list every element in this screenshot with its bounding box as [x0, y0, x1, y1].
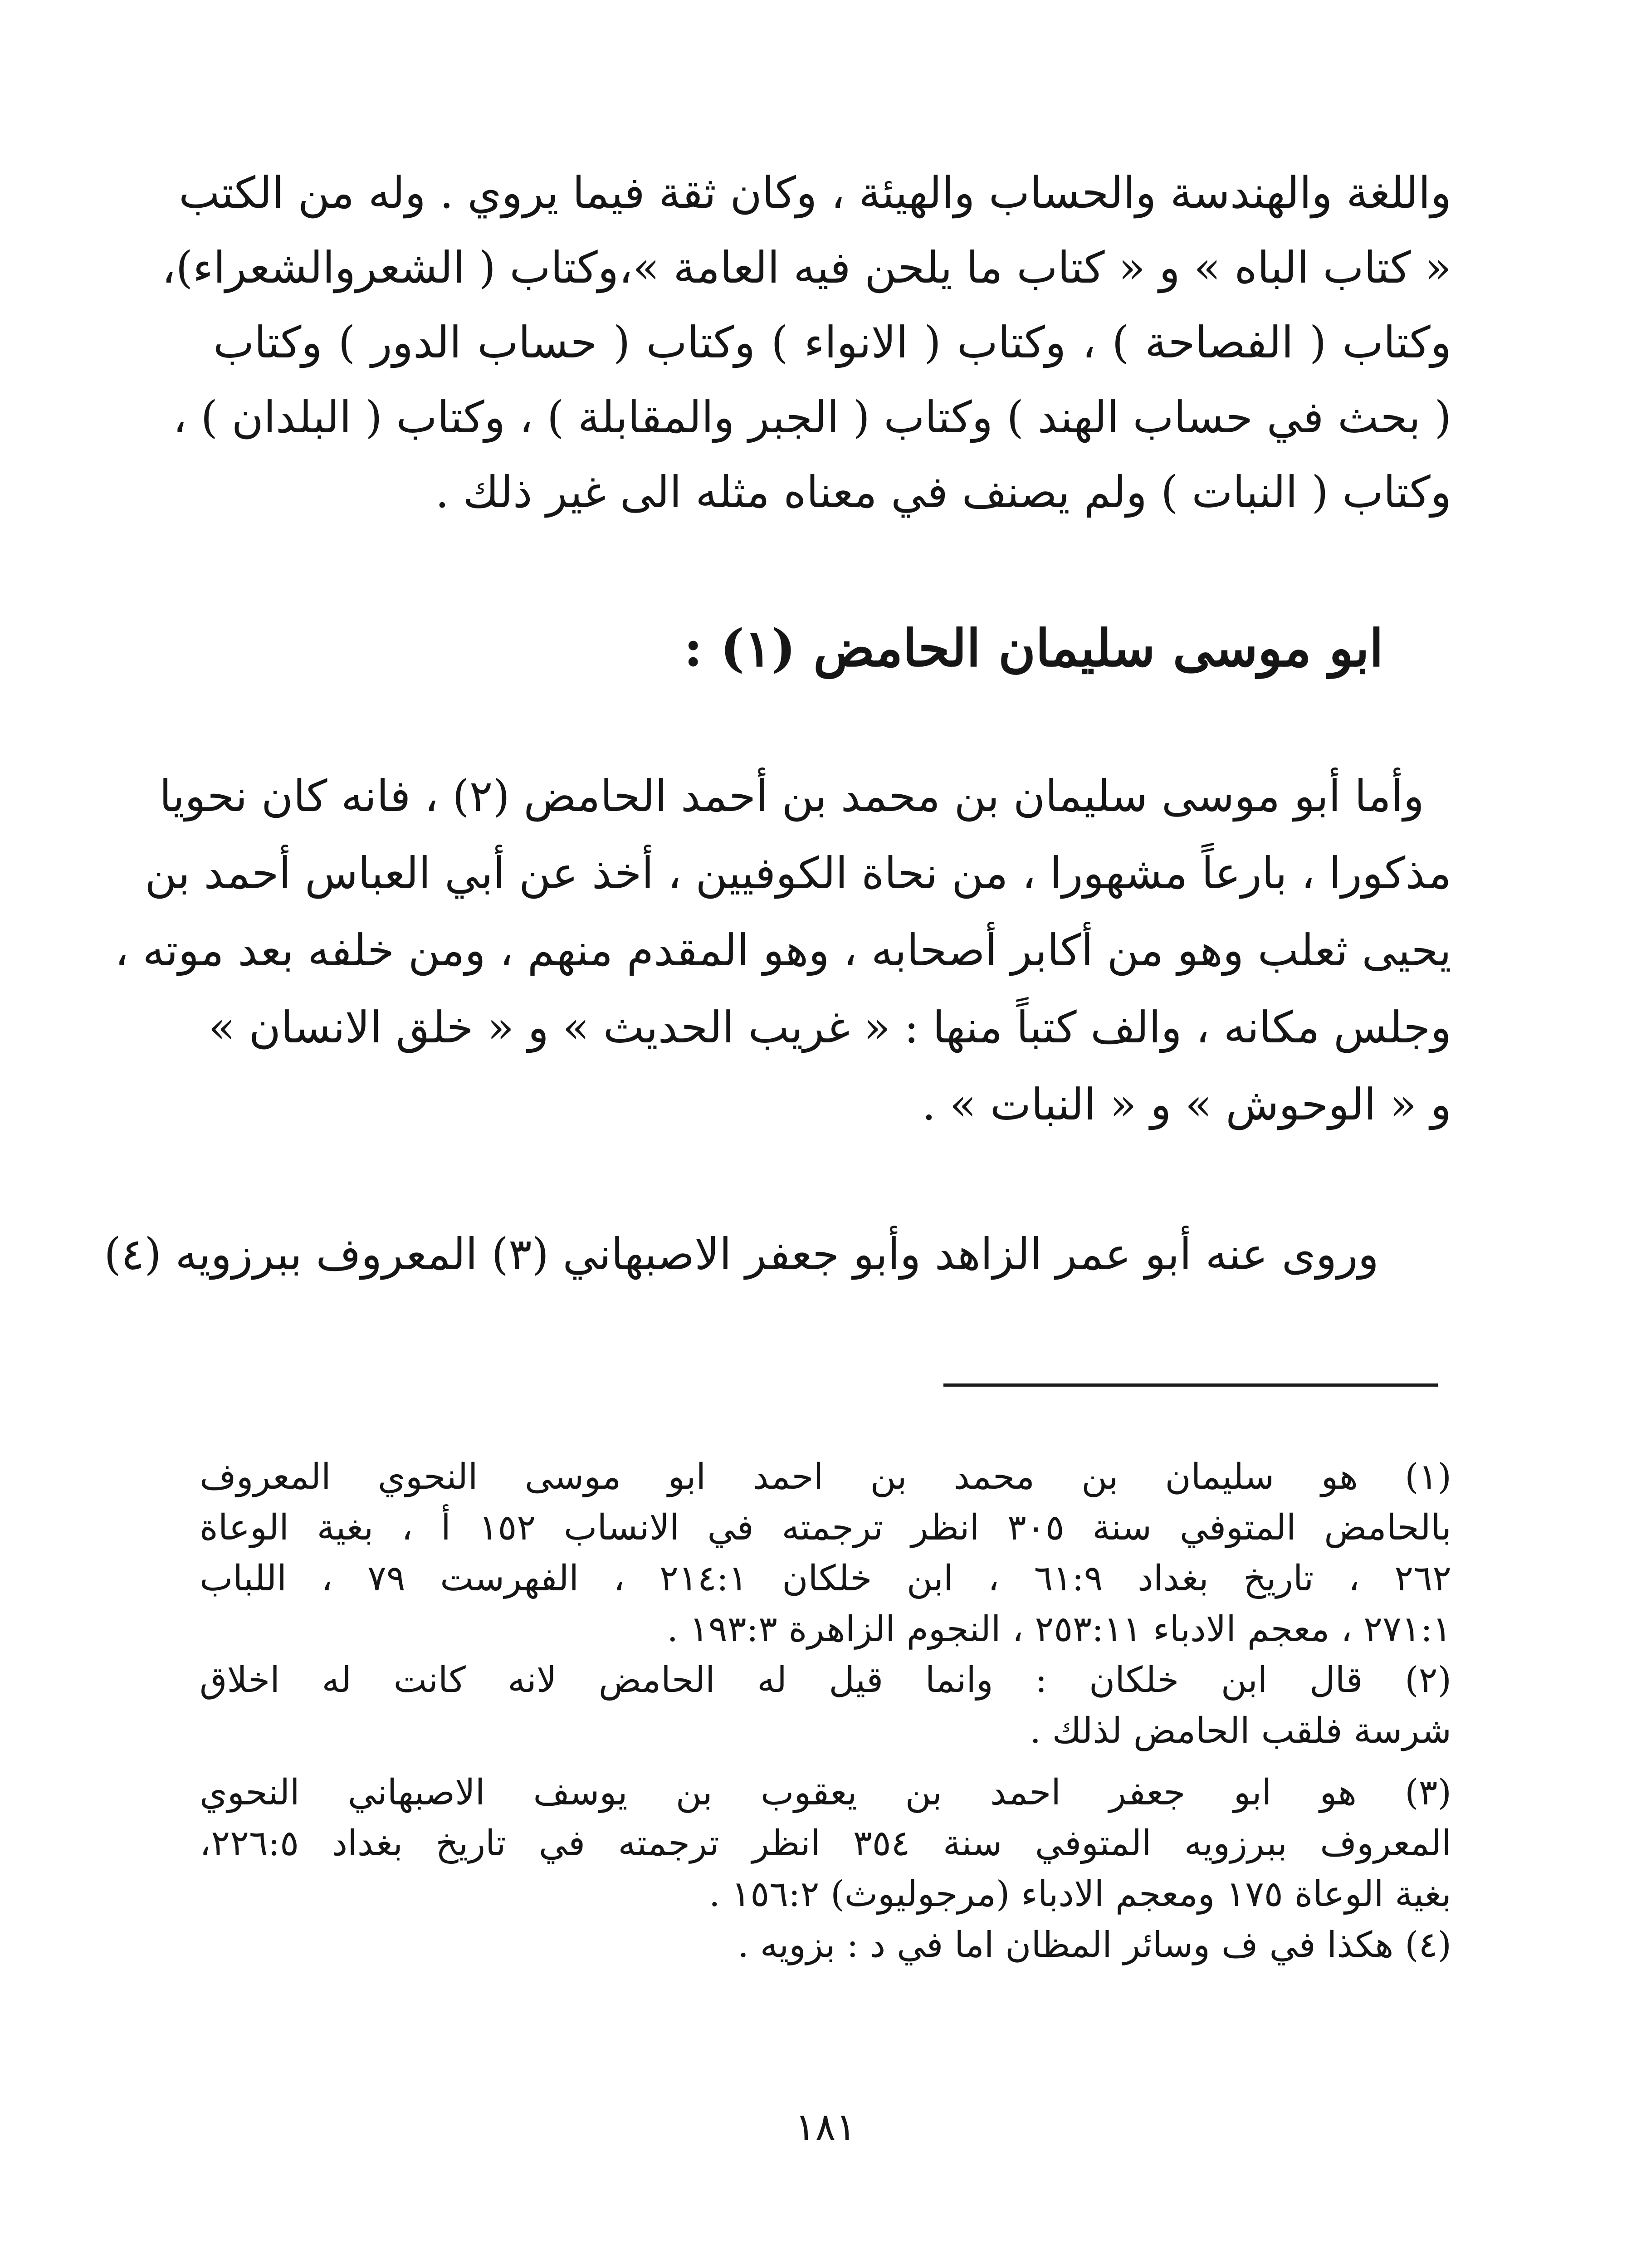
- footnote-line: (١) هو سليمان بن محمد بن احمد ابو موسى النحوي المعروف: [200, 1457, 1451, 1497]
- footnote-line: (٢) قال ابن خلكان : وانما قيل له الحامض لانه كانت له اخلاق: [200, 1660, 1451, 1701]
- text-line: وروى عنه أبو عمر الزاهد وأبو جعفر الاصبهاني (٣) المعروف ببرزويه (٤): [104, 1229, 1379, 1280]
- text-line: و « الوحوش » و « النبات » .: [922, 1079, 1451, 1130]
- footnote-line: المعروف ببرزويه المتوفي سنة ٣٥٤ انظر ترجمته في تاريخ بغداد ٢٢٦:٥،: [200, 1823, 1451, 1864]
- page-number: ١٨١: [795, 2105, 856, 2149]
- footnote-line: (٣) هو ابو جعفر احمد بن يعقوب بن يوسف الاصبهاني النحوي: [200, 1772, 1451, 1813]
- text-line: وكتاب ( النبات ) ولم يصنف في معناه مثله الى غير ذلك .: [435, 467, 1451, 518]
- footnote-line: ٢٦٢ ، تاريخ بغداد ٦١:٩ ، ابن خلكان ٢١٤:١ ، الفهرست ٧٩ ، اللباب: [200, 1558, 1451, 1599]
- footnote-line: بالحامض المتوفي سنة ٣٠٥ انظر ترجمته في الانساب ١٥٢ أ ، بغية الوعاة: [200, 1507, 1451, 1548]
- footnote-line: ٢٧١:١ ، معجم الادباء ٢٥٣:١١ ، النجوم الزاهرة ١٩٣:٣ .: [667, 1609, 1451, 1650]
- footnote-line: شرسة فلقب الحامض لذلك .: [1030, 1711, 1451, 1751]
- text-line: يحيى ثعلب وهو من أكابر أصحابه ، وهو المقدم منهم ، ومن خلفه بعد موته ،: [115, 925, 1451, 976]
- footnote-line: (٤) هكذا في ف وسائر المظان اما في د : بزويه .: [738, 1925, 1451, 1965]
- text-line: وأما أبو موسى سليمان بن محمد بن أحمد الحامض (٢) ، فانه كان نحويا: [159, 771, 1424, 821]
- section-heading: ابو موسى سليمان الحامض (١) :: [684, 619, 1383, 678]
- footnote-separator: [943, 1383, 1438, 1387]
- footnote-line: بغية الوعاة ١٧٥ ومعجم الادباء (مرجوليوث) ١٥٦:٢ .: [708, 1874, 1451, 1915]
- text-line: « كتاب الباه » و « كتاب ما يلحن فيه العامة »،وكتاب ( الشعروالشعراء)،: [161, 242, 1451, 293]
- text-line: مذكورا ، بارعاً مشهورا ، من نحاة الكوفيين ، أخذ عن أبي العباس أحمد بن: [145, 848, 1451, 899]
- text-line: وكتاب ( الفصاحة ) ، وكتاب ( الانواء ) وكتاب ( حساب الدور ) وكتاب: [213, 317, 1451, 368]
- text-line: وجلس مكانه ، والف كتباً منها : « غريب الحديث » و « خلق الانسان »: [208, 1002, 1451, 1053]
- text-line: ( بحث في حساب الهند ) وكتاب ( الجبر والمقابلة ) ، وكتاب ( البلدان ) ،: [173, 392, 1451, 443]
- text-line: واللغة والهندسة والحساب والهيئة ، وكان ثقة فيما يروي . وله من الكتب: [179, 167, 1451, 218]
